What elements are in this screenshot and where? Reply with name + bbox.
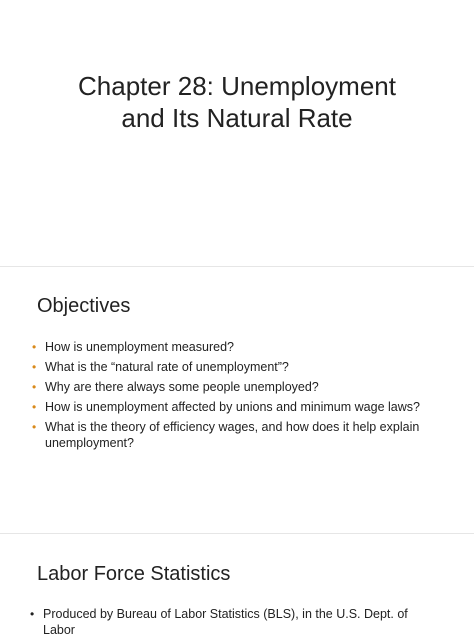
list-item [32,379,442,395]
labor-force-heading: Labor Force Statistics [37,563,231,585]
bullet-icon: • [32,340,37,354]
objectives-list [32,339,442,455]
title-line-2: and Its Natural Rate [121,103,353,133]
slide-objectives [0,267,474,533]
bullet-icon: • [32,420,37,434]
list-item-text: Why are there always some people unemployed? [45,380,319,394]
bullet-icon: • [32,400,37,414]
slide-title [0,0,474,266]
list-item-text: Produced by Bureau of Labor Statistics (BLS), in the U.S. Dept. of Labor [43,607,408,637]
title-line-1: Chapter 28: Unemployment [78,71,396,101]
list-item-text: How is unemployment measured? [45,340,234,354]
list-item [32,399,442,415]
list-item-text: What is the theory of efficiency wages, and how does it help explain unemployment? [45,420,420,450]
bullet-icon: • [32,380,37,394]
objectives-heading: Objectives [37,295,131,317]
list-item [32,359,442,375]
labor-force-list [30,606,440,642]
list-item [30,606,440,638]
bullet-icon: • [30,607,35,621]
list-item-text: What is the “natural rate of unemployment”? [45,360,289,374]
list-item-text: How is unemployment affected by unions and minimum wage laws? [45,400,420,414]
bullet-icon: • [32,360,37,374]
list-item [32,339,442,355]
list-item [32,419,442,451]
slide-labor-force [0,534,474,637]
slide-title-text [0,70,474,134]
